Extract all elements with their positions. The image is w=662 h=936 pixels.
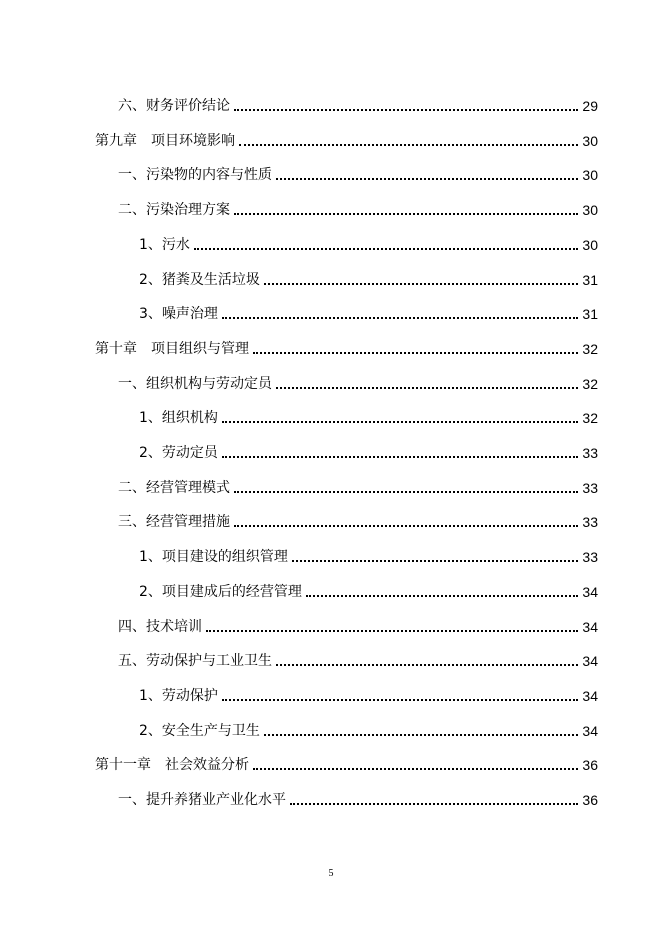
toc-entry[interactable]: [0, 683, 662, 705]
toc-entry-label: 第十一章 社会效益分析: [95, 757, 249, 773]
toc-entry-page: 33: [582, 549, 598, 565]
toc-entry-label: 二、污染治理方案: [118, 202, 230, 218]
toc-leader-dots: [290, 803, 578, 805]
toc-leader-dots: [206, 630, 578, 632]
toc-entry-page: 34: [582, 584, 598, 600]
toc-entry[interactable]: [0, 544, 662, 566]
toc-leader-dots: [234, 491, 578, 493]
toc-entry-label: 二、经营管理模式: [118, 480, 230, 496]
toc-leader-dots: [264, 734, 579, 736]
toc-entry[interactable]: [0, 371, 662, 393]
toc-leader-dots: [276, 387, 578, 389]
toc-entry-page: 34: [582, 723, 598, 739]
toc-entry-label: 三、经营管理措施: [118, 514, 230, 530]
toc-leader-dots: [306, 595, 579, 597]
toc-leader-dots: [264, 283, 579, 285]
toc-leader-dots: [234, 213, 578, 215]
toc-entry-page: 30: [582, 202, 598, 218]
toc-leader-dots: [276, 178, 578, 180]
toc-leader-dots: [194, 248, 579, 250]
toc-entry-page: 34: [582, 653, 598, 669]
toc-entry-page: 29: [582, 98, 598, 114]
toc-entry-page: 33: [582, 480, 598, 496]
toc-entry-page: 30: [582, 237, 598, 253]
toc-entry-page: 31: [582, 306, 598, 322]
toc-entry-page: 30: [582, 133, 598, 149]
toc-entry-page: 33: [582, 514, 598, 530]
toc-entry[interactable]: [0, 197, 662, 219]
toc-entry-label: 四、技术培训: [118, 619, 202, 635]
toc-entry-label: 1、组织机构: [139, 410, 218, 426]
toc-entry[interactable]: [0, 162, 662, 184]
toc-entry[interactable]: [0, 648, 662, 670]
toc-entry[interactable]: [0, 128, 662, 150]
toc-entry-label: 1、劳动保护: [139, 688, 218, 704]
toc-entry-label: 第十章 项目组织与管理: [95, 341, 249, 357]
toc-entry-label: 一、污染物的内容与性质: [118, 167, 272, 183]
toc-entry[interactable]: [0, 475, 662, 497]
toc-leader-dots: [239, 144, 578, 146]
toc-entry-label: 一、组织机构与劳动定员: [118, 376, 272, 392]
toc-entry-label: 2、项目建成后的经营管理: [139, 584, 302, 600]
toc-entry-page: 32: [582, 410, 598, 426]
toc-entry-page: 36: [582, 757, 598, 773]
toc-leader-dots: [222, 317, 579, 319]
toc-entry-label: 3、噪声治理: [139, 306, 218, 322]
toc-entry-label: 2、劳动定员: [139, 445, 218, 461]
toc-entry-page: 32: [582, 341, 598, 357]
toc-leader-dots: [222, 699, 579, 701]
toc-leader-dots: [276, 664, 578, 666]
toc-entry[interactable]: [0, 405, 662, 427]
toc-entry[interactable]: [0, 614, 662, 636]
toc-entry[interactable]: [0, 267, 662, 289]
toc-entry-label: 第九章 项目环境影响: [95, 133, 235, 149]
toc-entry[interactable]: [0, 336, 662, 358]
toc-leader-dots: [222, 456, 579, 458]
toc-entry[interactable]: [0, 718, 662, 740]
toc-entry-page: 34: [582, 619, 598, 635]
toc-leader-dots: [292, 560, 579, 562]
toc-entry-label: 一、提升养猪业产业化水平: [118, 792, 286, 808]
toc-entry-label: 1、污水: [139, 237, 190, 253]
toc-leader-dots: [234, 109, 578, 111]
page-number: 5: [328, 868, 334, 879]
toc-entry-label: 2、安全生产与卫生: [139, 723, 260, 739]
toc-entry-page: 36: [582, 792, 598, 808]
toc-entry[interactable]: [0, 93, 662, 115]
toc-entry[interactable]: [0, 787, 662, 809]
toc-entry-label: 六、财务评价结论: [118, 98, 230, 114]
toc-entry-label: 五、劳动保护与工业卫生: [118, 653, 272, 669]
toc-entry-page: 33: [582, 445, 598, 461]
toc-entry[interactable]: [0, 440, 662, 462]
toc-entry[interactable]: [0, 232, 662, 254]
toc-leader-dots: [253, 768, 578, 770]
toc-entry-page: 30: [582, 167, 598, 183]
toc-entry[interactable]: [0, 509, 662, 531]
toc-leader-dots: [253, 352, 578, 354]
toc-entry[interactable]: [0, 752, 662, 774]
toc-leader-dots: [234, 525, 578, 527]
toc-entry-label: 1、项目建设的组织管理: [139, 549, 288, 565]
toc-entry-page: 32: [582, 376, 598, 392]
toc-leader-dots: [222, 421, 579, 423]
toc-entry[interactable]: [0, 301, 662, 323]
toc-entry-page: 31: [582, 272, 598, 288]
toc-entry[interactable]: [0, 579, 662, 601]
toc-entry-page: 34: [582, 688, 598, 704]
toc-entry-label: 2、猪粪及生活垃圾: [139, 272, 260, 288]
